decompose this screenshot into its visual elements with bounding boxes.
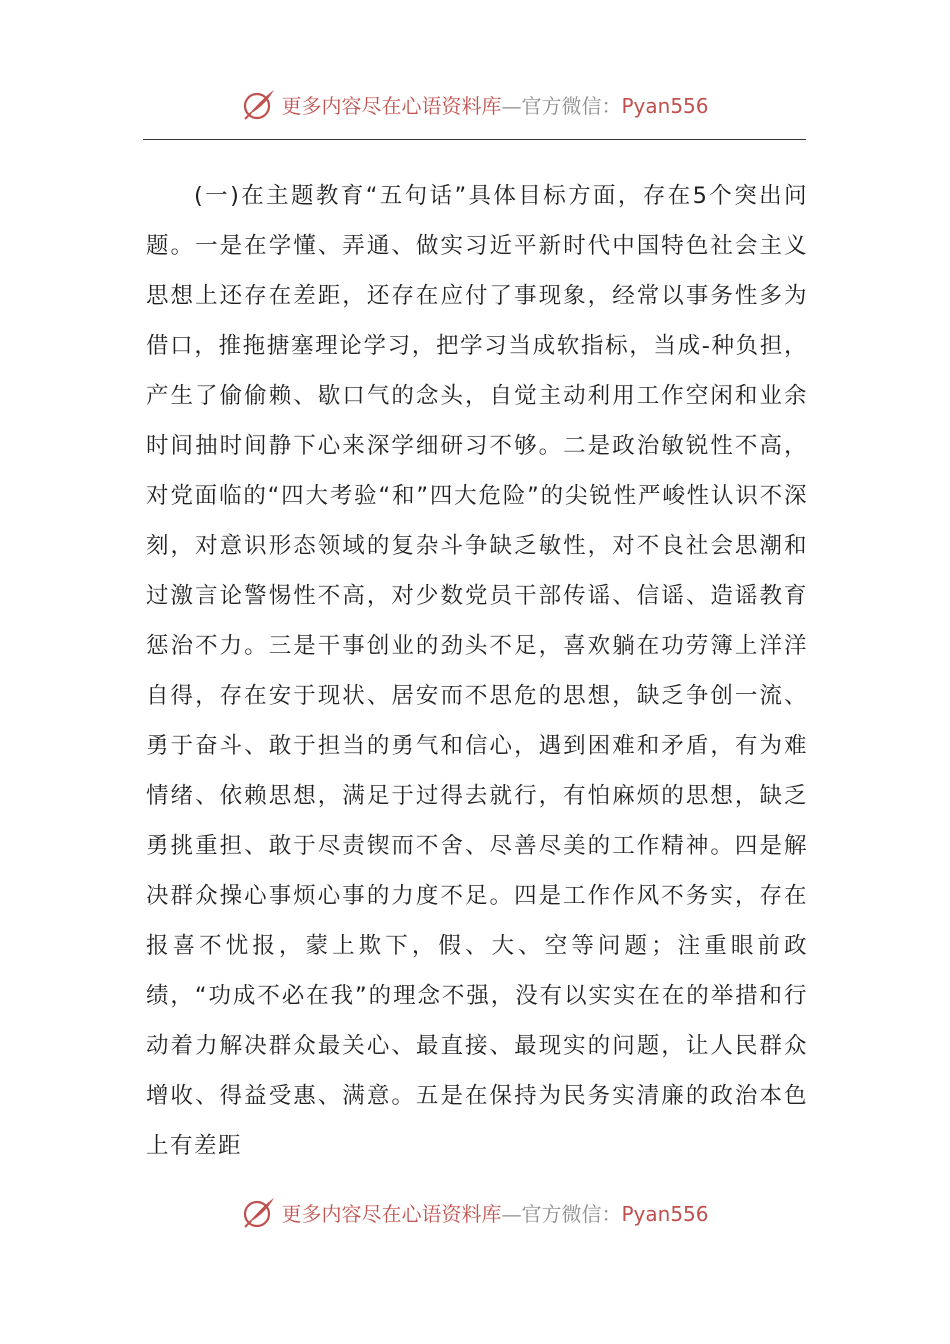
header-dash: — [501, 93, 522, 118]
header-wechat-id: Pyan556 [621, 93, 709, 118]
footer-wechat-id: Pyan556 [621, 1201, 709, 1226]
quill-circle-icon [241, 1194, 277, 1230]
header-divider [143, 139, 806, 140]
document-paragraph: (一)在主题教育“五句话”具体目标方面，存在5个突出问题。一是在学懂、弄通、做实习近平新时代中国特色社会主义思想上还存在差距，还存在应付了事现象，经常以事务性多为借口，推拖搪塞理论学习，把学习当成软指标，当成-种负担，产生了偷偷赖、歇口气的念头，自觉主动利用工作空闲和业余时间抽时间静下心来深学细研习不够。二是政治敏锐性不高，对党面临的“四大考验“和”四大危险”的尖锐性严峻性认识不深刻，对意识形态领域的复杂斗争缺乏敏性，对不良社会思潮和过激言论警惕性不高，对少数党员干部传谣、信谣、造谣教育惩治不力。三是干事创业的劲头不足，喜欢躺在功劳簿上洋洋自得，存在安于现状、居安而不思危的思想，缺乏争创一流、勇于奋斗、敢于担当的勇气和信心，遇到困难和矛盾，有为难情绪、依赖思想，满足于过得去就行，有怕麻烦的思想，缺乏勇挑重担、敢于尽责锲而不舍、尽善尽美的工作精神。四是解决群众操心事烦心事的力度不足。四是工作作风不务实，存在报喜不忧报，蒙上欺下，假、大、空等问题；注重眼前政绩，“功成不必在我”的理念不强，没有以实实在在的举措和行动着力解决群众最关心、最直接、最现实的问题，让人民群众增收、得益受惠、满意。五是在保持为民务实清廉的政治本色上有差距 [146, 183, 808, 1159]
header-watermark-banner [0, 84, 950, 124]
header-wechat-label: 官方微信： [521, 93, 622, 118]
footer-dash: — [501, 1201, 522, 1226]
footer-wechat-label: 官方微信： [521, 1201, 622, 1226]
footer-banner-text [281, 1198, 708, 1227]
footer-watermark-banner [0, 1192, 950, 1232]
footer-slogan: 更多内容尽在心语资料库 [281, 1201, 502, 1226]
header-banner-text [281, 90, 708, 119]
quill-circle-icon [241, 86, 277, 122]
header-slogan: 更多内容尽在心语资料库 [281, 93, 502, 118]
